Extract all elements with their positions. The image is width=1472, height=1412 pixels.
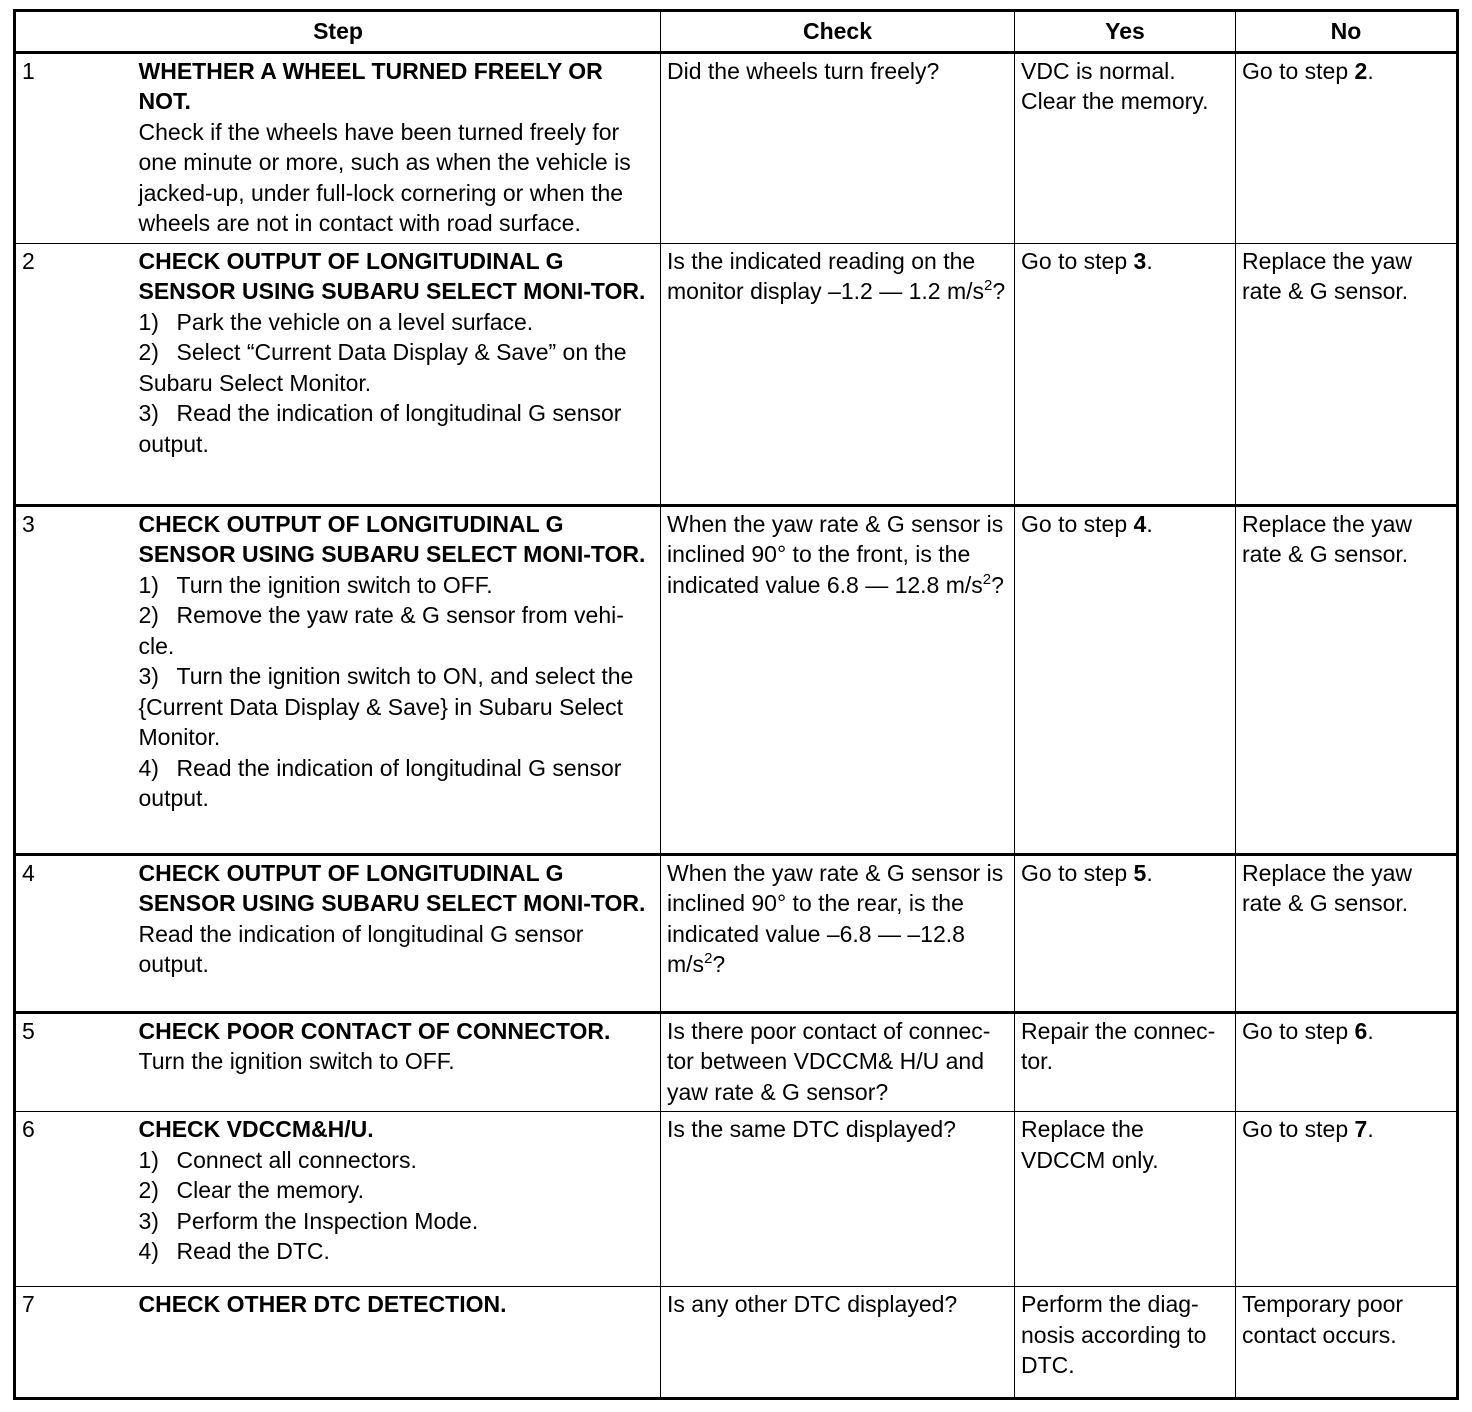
yes-text: Go to step — [1021, 510, 1134, 537]
step-link: 2 — [1354, 57, 1368, 84]
step-number: 6 — [15, 1112, 133, 1287]
step-body: Turn the ignition switch to OFF. — [138, 1048, 455, 1074]
step-title: CHECK OUTPUT OF LONGITUDINAL G SENSOR USING SUBARU SELECT MONI-TOR. — [138, 859, 646, 916]
no-suffix: . — [1367, 1017, 1374, 1044]
check-suffix: ? — [992, 278, 1006, 304]
step-content — [133, 1112, 661, 1287]
header-no: No — [1236, 11, 1458, 53]
step-title: CHECK VDCCM&H/U. — [138, 1116, 374, 1142]
step-title: CHECK OUTPUT OF LONGITUDINAL G SENSOR USING SUBARU SELECT MONI-TOR. — [138, 510, 646, 567]
step-content — [133, 505, 661, 854]
yes-suffix: . — [1146, 247, 1153, 274]
yes-cell: Replace the VDCCM only. — [1015, 1112, 1236, 1287]
yes-cell: VDC is normal. Clear the memory. — [1015, 52, 1236, 243]
substep — [139, 753, 655, 814]
yes-suffix: . — [1146, 510, 1153, 537]
step-link: 4 — [1133, 510, 1147, 537]
substep-text: Remove the yaw rate & G sensor from vehi-cle. — [138, 602, 624, 659]
substep-number: 1) — [138, 308, 159, 335]
table-row — [15, 243, 1458, 505]
substep-number: 1) — [138, 571, 159, 598]
substep — [139, 1206, 655, 1237]
no-cell — [1236, 52, 1458, 243]
yes-text: Go to step — [1021, 859, 1134, 886]
substep-number: 3) — [138, 400, 159, 426]
substep-text: Clear the memory. — [176, 1177, 364, 1203]
no-suffix: . — [1367, 1116, 1374, 1142]
step-number: 7 — [15, 1287, 133, 1399]
substep-number: 4) — [138, 754, 159, 781]
substep-number: 4) — [138, 1238, 159, 1264]
substep-text: Turn the ignition switch to OFF. — [176, 571, 493, 598]
substep-text: Read the DTC. — [176, 1238, 330, 1264]
check-cell — [661, 243, 1015, 505]
step-link: 3 — [1133, 247, 1147, 274]
no-cell — [1236, 1112, 1458, 1287]
yes-suffix: . — [1146, 859, 1153, 886]
diagnostic-table-container — [13, 9, 1459, 1400]
check-text: Is the indicated reading on the monitor display –1.2 — 1.2 m/s — [667, 247, 985, 304]
step-number: 3 — [15, 505, 133, 854]
no-cell: Replace the yaw rate & G sensor. — [1236, 505, 1458, 854]
substep — [139, 337, 655, 398]
step-number: 2 — [15, 243, 133, 505]
header-check: Check — [661, 11, 1015, 53]
step-link: 7 — [1354, 1116, 1368, 1142]
table-row — [15, 1012, 1458, 1112]
substep-number: 1) — [138, 1146, 159, 1173]
step-number: 5 — [15, 1012, 133, 1112]
check-text: When the yaw rate & G sensor is inclined 90° to the front, is the indicated value 6.8 — 12.8 m/s — [667, 510, 1004, 598]
check-cell: Is any other DTC displayed? — [661, 1287, 1015, 1399]
no-text: Go to step — [1242, 1116, 1355, 1142]
table-row — [15, 1287, 1458, 1399]
substep-number: 2) — [138, 339, 159, 365]
yes-text: Go to step — [1021, 247, 1134, 274]
step-title: WHETHER A WHEEL TURNED FREELY OR NOT. — [138, 57, 603, 114]
substep-text: Read the indication of longitudinal G sensor output. — [138, 400, 622, 457]
step-content — [133, 1287, 661, 1399]
substep-number: 2) — [138, 1177, 159, 1203]
substep-text: Read the indication of longitudinal G sensor output. — [138, 754, 622, 811]
step-link: 5 — [1133, 859, 1147, 886]
substep — [139, 600, 655, 661]
table-row — [15, 854, 1458, 1012]
table-row — [15, 1112, 1458, 1287]
check-cell: Is there poor contact of connec-tor between VDCCM& H/U and yaw rate & G sensor? — [661, 1012, 1015, 1112]
no-cell: Replace the yaw rate & G sensor. — [1236, 854, 1458, 1012]
step-content — [133, 1012, 661, 1112]
substep — [139, 1145, 655, 1176]
check-text: When the yaw rate & G sensor is inclined 90° to the rear, is the indicated value –6.8 — –12.8 m/s — [667, 859, 1004, 977]
header-step: Step — [15, 11, 661, 53]
yes-cell: Repair the connec-tor. — [1015, 1012, 1236, 1112]
check-cell — [661, 505, 1015, 854]
step-title: CHECK OUTPUT OF LONGITUDINAL G SENSOR USING SUBARU SELECT MONI-TOR. — [138, 247, 646, 304]
substep-number: 2) — [138, 602, 159, 628]
substep — [139, 307, 655, 338]
no-suffix: . — [1367, 57, 1374, 84]
check-suffix: ? — [712, 951, 726, 977]
substep-text: Perform the Inspection Mode. — [176, 1207, 479, 1234]
step-content — [133, 243, 661, 505]
check-cell: Did the wheels turn freely? — [661, 52, 1015, 243]
superscript: 2 — [984, 277, 993, 294]
step-number: 1 — [15, 52, 133, 243]
substep — [139, 1236, 655, 1267]
step-content — [133, 854, 661, 1012]
table-row — [15, 52, 1458, 243]
check-cell — [661, 854, 1015, 1012]
step-number: 4 — [15, 854, 133, 1012]
substep-text: Connect all connectors. — [176, 1146, 417, 1173]
header-row — [15, 11, 1458, 53]
step-content — [133, 52, 661, 243]
superscript: 2 — [704, 950, 713, 967]
step-body: Read the indication of longitudinal G sensor output. — [138, 920, 584, 977]
yes-cell — [1015, 505, 1236, 854]
check-cell: Is the same DTC displayed? — [661, 1112, 1015, 1287]
no-cell — [1236, 1012, 1458, 1112]
substep — [139, 398, 655, 459]
no-text: Go to step — [1242, 57, 1355, 84]
table-row — [15, 505, 1458, 854]
no-text: Go to step — [1242, 1017, 1355, 1044]
yes-cell — [1015, 243, 1236, 505]
substep — [139, 1175, 655, 1206]
header-yes: Yes — [1015, 11, 1236, 53]
yes-cell — [1015, 854, 1236, 1012]
step-title: CHECK POOR CONTACT OF CONNECTOR. — [138, 1017, 611, 1044]
no-cell: Temporary poor contact occurs. — [1236, 1287, 1458, 1399]
substep-number: 3) — [138, 663, 159, 689]
yes-cell: Perform the diag-nosis according to DTC. — [1015, 1287, 1236, 1399]
substep — [139, 661, 655, 753]
diagnostic-table — [13, 9, 1459, 1400]
check-suffix: ? — [991, 571, 1004, 598]
superscript: 2 — [982, 570, 992, 588]
step-link: 6 — [1354, 1017, 1368, 1044]
no-cell: Replace the yaw rate & G sensor. — [1236, 243, 1458, 505]
substep-text: Park the vehicle on a level surface. — [176, 308, 534, 335]
substep-text: Turn the ignition switch to ON, and select the {Current Data Display & Save} in Subaru Select Monitor. — [138, 663, 634, 750]
substep — [139, 570, 655, 601]
step-title: CHECK OTHER DTC DETECTION. — [138, 1291, 507, 1317]
substep-number: 3) — [138, 1207, 159, 1234]
substep-text: Select “Current Data Display & Save” on the Subaru Select Monitor. — [138, 339, 627, 396]
step-body: Check if the wheels have been turned freely for one minute or more, such as when the vehicle is jacked-up, under full-lock cornering or when the wheels are not in contact with road surface. — [138, 118, 631, 236]
